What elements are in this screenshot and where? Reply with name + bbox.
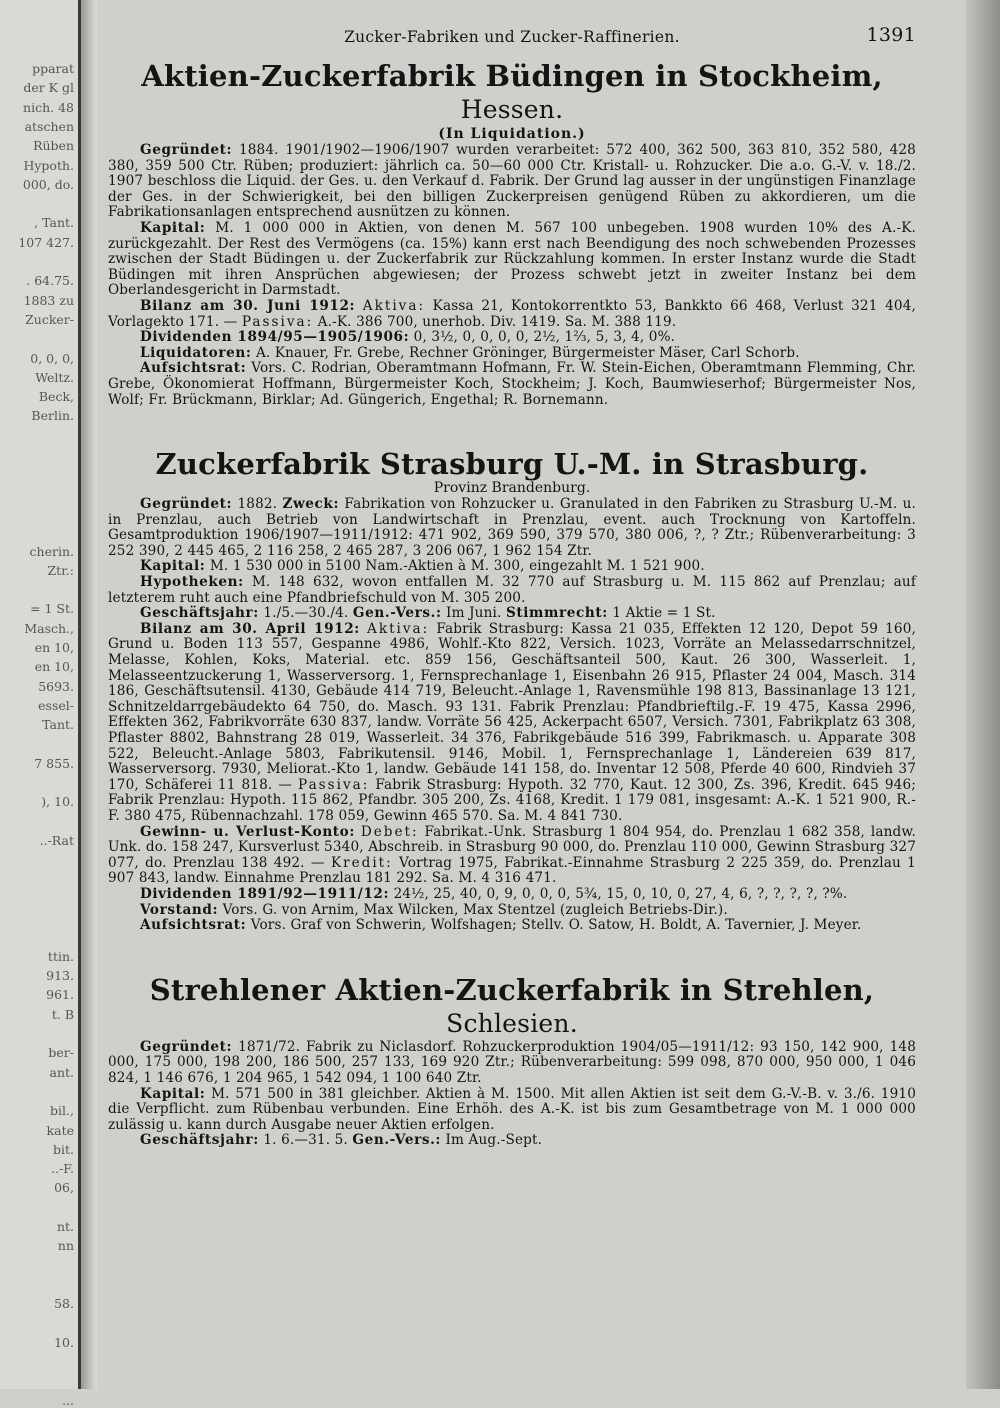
board-text: Vors. G. von Arnim, Max Wilcken, Max Stentzel (zugleich Betriebs-Dir.). — [222, 901, 728, 918]
page-number: 1391 — [866, 24, 916, 46]
entry-profit-loss — [108, 825, 916, 887]
margin-text-fragment: 10. — [54, 1334, 74, 1350]
margin-text-fragment: 0, 0, 0, — [30, 350, 74, 366]
page-binding-shadow — [81, 0, 97, 1389]
entry-balance — [108, 299, 916, 330]
label-balance: Bilanz am 30. April 1912: — [140, 620, 360, 637]
credit-text: Vortrag 1975, Fabrikat.-Einnahme Strasburg 2 225 359, do. Prenzlau 1 907 843, landw. Einnahme Prenzlau 181 292. Sa. M. 4 316 471. — [108, 854, 916, 887]
company-title-strasburg: Zuckerfabrik Strasburg U.-M. in Strasburg. — [155, 447, 869, 482]
founded-text: 1882. — [237, 496, 278, 513]
label-dividends: Dividenden 1891/92—1911/12: — [140, 885, 390, 902]
general-meeting-text: Im Aug.-Sept. — [445, 1132, 543, 1149]
entry-board — [108, 903, 916, 919]
margin-text-fragment: ... — [62, 1392, 74, 1408]
entry-dividends — [108, 330, 916, 346]
company-name: Aktien-Zuckerfabrik Büdingen in Stockheim, — [141, 59, 883, 93]
label-supervisory-board: Aufsichtsrat: — [140, 360, 247, 377]
margin-text-fragment: nt. — [56, 1219, 74, 1234]
company-region: Hessen. — [460, 95, 564, 124]
margin-text-fragment: pparat — [32, 61, 74, 76]
label-capital: Kapital: — [140, 219, 206, 236]
label-mortgages: Hypotheken: — [140, 574, 244, 591]
entry-mortgages — [108, 575, 916, 606]
label-credit: Kredit: — [330, 854, 393, 871]
supervisory-board-text: Vors. C. Rodrian, Oberamtmann Hofmann, Fr. W. Stein-Eichen, Oberamtmann Flemming, Chr. Grebe, Ökonomierat Hoffmann, Bürgermeister Koch, Stockheim; J. Koch, Baumwieserhof; Bürgermeister Nos, Wolf; Fr. Brückmann, Birklar; Ad. Güngerich, Engethal; R. Bornemann. — [108, 360, 916, 408]
capital-text: M. 1 000 000 in Aktien, von denen M. 567 100 unbegeben. 1908 wurden 10% des A.-K. zurückgezahlt. Der Rest des Vermögens (ca. 15%) kann erst nach Beendigung des noch schwebenden Prozesses zwischen der Stadt Büdingen u. der Zuckerfabrik zur Rückzahlung kommen. In erster Instanz wurde die Stadt Büdingen mit ihren Ansprüchen abgewiesen; der Prozess schwebt jetzt in zweiter Instanz bei dem Oberlandesgericht in Darmstadt. — [108, 219, 916, 299]
margin-text-fragment: nich. 48 — [23, 99, 74, 115]
fiscal-year-text: 1. 6.—31. 5. — [263, 1132, 348, 1149]
label-founded: Gegründet: — [140, 496, 233, 513]
margin-text-fragment: ber- — [48, 1045, 74, 1061]
company-title-buedingen — [108, 60, 916, 126]
label-assets: Aktiva: — [362, 297, 426, 314]
running-title: Zucker-Fabriken und Zucker-Raffinerien. — [344, 28, 680, 46]
label-purpose: Zweck: — [282, 496, 340, 513]
margin-text-fragment: t. B — [51, 1006, 74, 1022]
margin-text-fragment: Rüben — [33, 138, 74, 154]
entry-founded — [108, 143, 916, 221]
margin-text-fragment: en 10, — [34, 640, 74, 655]
margin-text-fragment: , Tant. — [34, 215, 74, 231]
mortgages-text: M. 148 632, wovon entfallen M. 32 770 auf Strasburg u. M. 115 862 auf Prenzlau; auf letzterem ruht auch eine Pfandbriefschuld von M. 305 200. — [108, 574, 916, 606]
company-title-strehlen — [108, 974, 916, 1040]
label-general-meeting: Gen.-Vers.: — [352, 1132, 442, 1149]
voting-right-text: 1 Aktie = 1 St. — [612, 605, 716, 622]
margin-text-fragment: . 64.75. — [26, 273, 74, 289]
adjacent-page-margin — [0, 0, 81, 1408]
entry-balance — [108, 622, 916, 825]
dividends-text: 0, 3½, 0, 0, 0, 0, 2½, 1⅔, 5, 3, 4, 0%. — [413, 329, 676, 346]
margin-text-fragment: ant. — [49, 1064, 74, 1080]
entry-capital — [108, 559, 916, 575]
label-founded: Gegründet: — [140, 1038, 233, 1055]
label-dividends: Dividenden 1894/95—1905/1906: — [140, 329, 410, 346]
margin-text-fragment: 06, — [54, 1180, 74, 1196]
entry-liquidators — [108, 346, 916, 362]
margin-text-fragment: Beck, — [38, 389, 74, 405]
label-liabilities: Passiva: — [241, 313, 314, 330]
entry-capital — [108, 1087, 916, 1134]
label-general-meeting: Gen.-Vers.: — [352, 605, 442, 622]
running-header — [108, 24, 916, 54]
margin-text-fragment: ttin. — [47, 948, 74, 964]
margin-text-fragment: en 10, — [34, 659, 74, 675]
margin-text-fragment: kate — [46, 1122, 74, 1138]
entry-founded — [108, 497, 916, 559]
margin-text-fragment: ..-F. — [51, 1161, 74, 1177]
margin-text-fragment: der K gl — [23, 80, 74, 96]
founded-text: 1871/72. Fabrik zu Niclasdorf. Rohzuckerproduktion 1904/05—1911/12: 93 150, 142 900, 148 000, 175 000, 198 200, 186 500, 257 133, 169 920 Ztr.; Rübenverarbeitung: 599 098, 870 000, 950 000, 1 046 824, 1 146 676, 1 204 965, 1 542 094, 1 100 640 Ztr. — [108, 1038, 916, 1086]
company-province: Provinz Brandenburg. — [433, 480, 591, 497]
label-liabilities: Passiva: — [298, 776, 370, 793]
label-capital: Kapital: — [140, 1085, 206, 1102]
entry-capital — [108, 221, 916, 299]
margin-text-fragment: Weltz. — [35, 369, 74, 385]
label-supervisory-board: Aufsichtsrat: — [140, 917, 247, 934]
debit-text: Fabrikat.-Unk. Strasburg 1 804 954, do. Prenzlau 1 682 358, landw. Unk. do. 158 247, Kursverlust 5340, Abschreib. in Strasburg 90 000, do. Prenzlau 110 000, Gewinn Strasburg 327 077, do. Prenzlau 138 492. — — [108, 823, 916, 871]
supervisory-board-text: Vors. Graf von Schwerin, Wolfshagen; Stellv. O. Satow, H. Boldt, A. Tavernier, J. Meyer. — [250, 917, 862, 934]
margin-text-fragment: bit. — [53, 1141, 74, 1157]
label-fiscal-year: Geschäftsjahr: — [140, 605, 259, 622]
liquidation-status: (In Liquidation.) — [438, 126, 586, 142]
margin-text-fragment: bil., — [50, 1103, 74, 1119]
margin-text-fragment: Ztr.: — [47, 562, 74, 578]
margin-text-fragment: Masch., — [24, 620, 74, 636]
assets-text: Kassa 21, Kontokorrentkto 53, Bankkto 66 468, Verlust 321 404, Vorlagekto 171. — — [108, 297, 916, 330]
margin-text-fragment: essel- — [38, 697, 74, 713]
label-profit-loss: Gewinn- u. Verlust-Konto: — [140, 823, 355, 840]
entry-fiscal-year — [108, 1133, 916, 1149]
label-founded: Gegründet: — [140, 142, 233, 158]
dividends-text: 24½, 25, 40, 0, 9, 0, 0, 0, 5¾, 15, 0, 10, 0, 27, 4, 6, ?, ?, ?, ?, ?%. — [393, 885, 848, 902]
label-assets: Aktiva: — [367, 620, 430, 637]
margin-text-fragment: Tant. — [42, 717, 74, 733]
label-voting-right: Stimmrecht: — [505, 605, 608, 622]
general-meeting-text: Im Juni. — [446, 605, 502, 622]
margin-text-fragment: 961. — [46, 987, 74, 1003]
founded-text: 1884. 1901/1902—1906/1907 wurden verarbeitet: 572 400, 362 500, 363 810, 352 580, 428 380, 359 500 Ctr. Rüben; produziert: jährlich ca. 50—60 000 Ctr. Kristall- u. Rohzucker. Die a.o. G.-V. v. 18./2. 1907 beschloss die Liquid. der Ges. u. den Verkauf d. Fabrik. Der Grund lag ausser in der ungünstigen Finanzlage der Ges. in der Schwierigkeit, bei den billigen Zuckerpreisen genügend Rüben zu akkordieren, um die Fabrikationsanlagen entsprechend ausnützen zu können. — [108, 142, 916, 221]
company-region: Schlesien. — [446, 1008, 578, 1038]
margin-text-fragment: 000, do. — [22, 176, 74, 192]
margin-text-fragment: Zucker- — [25, 311, 74, 327]
entry-supervisory-board — [108, 918, 916, 934]
capital-text: M. 1 530 000 in 5100 Nam.-Aktien à M. 300, eingezahlt M. 1 521 900. — [209, 558, 705, 575]
capital-text: M. 571 500 in 381 gleichber. Aktien à M. 1500. Mit allen Aktien ist seit dem G.-V.-B. v. 3./6. 1910 die Verpflicht. zum Rübenbau verbunden. Eine Erhöh. des A.-K. ist bis zum Gesamtbetrage von M. 1 000 000 zulässig u. kann durch Ausgabe neuer Aktien erfolgen. — [108, 1085, 916, 1133]
margin-text-fragment: 7 855. — [34, 755, 74, 771]
label-fiscal-year: Geschäftsjahr: — [140, 1132, 259, 1149]
label-debit: Debet: — [360, 823, 419, 840]
entry-founded — [108, 1040, 916, 1087]
page-right-edge — [966, 0, 1000, 1389]
margin-text-fragment: 1883 zu — [23, 292, 74, 308]
margin-text-fragment: ), 10. — [41, 794, 74, 810]
label-capital: Kapital: — [140, 558, 206, 575]
margin-text-fragment: 913. — [46, 968, 74, 984]
entry-supervisory-board — [108, 361, 916, 408]
margin-text-fragment: atschen — [24, 118, 74, 134]
entry-dividends — [108, 887, 916, 903]
liquidators-text: A. Knauer, Fr. Grebe, Rechner Gröninger, Bürgermeister Mäser, Carl Schorb. — [255, 344, 800, 361]
label-board: Vorstand: — [140, 901, 219, 918]
company-name: Strehlener Aktien-Zuckerfabrik in Strehlen, — [149, 972, 875, 1007]
margin-text-fragment: Berlin. — [31, 408, 74, 424]
document-page — [108, 24, 916, 1149]
margin-text-fragment: 107 427. — [18, 234, 74, 250]
assets-text: Fabrik Strasburg: Kassa 21 035, Effekten 12 120, Depot 59 160, Grund u. Boden 113 557, Gespanne 4986, Wohlf.-Kto 822, Versich. 1023, Vorräte an Melassedarrschnitzel, Melasse, Kohlen, Koks, Material. etc. 859 156, Geschäftsanteil 500, Kaut. 26 300, Wasserleit. 1, Melasseentzuckerung 1, Wasserversorg. 1, Fernsprechanlage 1, Eisenbahn 26 915, Pflaster 24 004, Masch. 314 186, Geschäftsutensil. 4130, Gebäude 414 719, Beleucht.-Anlage 1, Ravensmühle 198 813, Bassinanlage 13 121, Schnitzeldarrgebäudekto 64 750, do. Masch. 93 131. Fabrik Prenzlau: Pfandbrieftilg.-F. 19 475, Kassa 2996, Effekten 362, Fabrikvorräte 630 837, landw. Vorräte 56 425, Ackerpacht 6507, Versich. 7301, Fabrikplatz 63 308, Pflaster 8802, Bahnstrang 28 019, Wasserleit. 34 376, Fabrikgebäude 516 399, Fabrikmasch. u. Apparate 308 522, Beleucht.-Anlage 5803, Fabrikutensil. 9146, Mobil. 1, Fernsprechanlage 1, Ländereien 639 817, Wasserversorg. 7930, Meliorat.-Kto 1, landw. Gebäude 141 158, do. Inventar 12 508, Pferde 40 600, Rindvieh 37 170, Schäferei 11 818. — — [108, 620, 916, 793]
margin-text-fragment: ..-Rat — [39, 833, 74, 848]
margin-text-fragment: = 1 St. — [30, 601, 74, 617]
margin-text-fragment: Hypoth. — [23, 157, 74, 173]
margin-text-fragment: 58. — [54, 1296, 74, 1312]
label-liquidators: Liquidatoren: — [140, 344, 252, 361]
margin-text-fragment: nn — [57, 1238, 74, 1254]
liabilities-text: A.-K. 386 700, unerhob. Div. 1419. Sa. M. 388 119. — [317, 313, 677, 330]
margin-text-fragment: 5693. — [38, 678, 74, 694]
fiscal-year-text: 1./5.—30./4. — [263, 605, 349, 622]
purpose-text: Fabrikation von Rohzucker u. Granulated in den Fabriken zu Strasburg U.-M. u. in Prenzlau, auch Betrieb von Landwirtschaft in Prenzlau, event. auch Trocknung von Kartoffeln. Gesamtproduktion 1906/1907—1911/1912: 471 902, 369 590, 379 570, 380 006, ?, ? Ztr.; Rübenverarbeitung: 3 252 390, 2 445 465, 2 116 258, 2 465 287, 3 206 067, 1 962 154 Ztr. — [108, 496, 916, 559]
liabilities-text: Fabrik Strasburg: Hypoth. 32 770, Kaut. 12 300, Zs. 396, Kredit. 645 946; Fabrik Prenzlau: Hypoth. 115 862, Pfandbr. 305 200, Zs. 4168, Kredit. 1 179 081, insgesamt: A.-K. 1 521 900, R.-F. 380 475, Rübennachzahl. 178 059, Gewinn 465 570. Sa. M. 4 841 730. — [108, 776, 916, 824]
entry-fiscal-year — [108, 606, 916, 622]
margin-text-fragment: cherin. — [29, 543, 74, 559]
label-balance: Bilanz am 30. Juni 1912: — [140, 297, 356, 314]
